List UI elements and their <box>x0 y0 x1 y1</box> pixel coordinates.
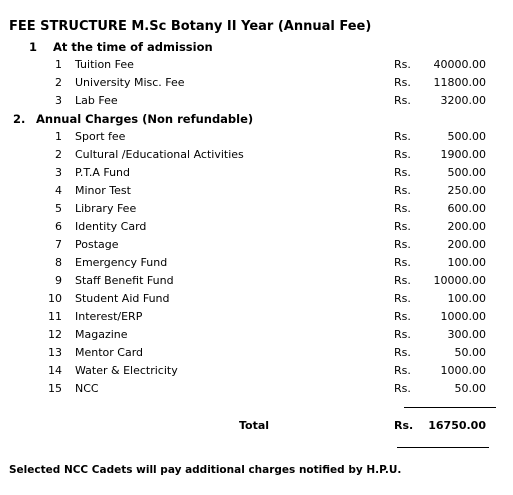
fee-row <box>0 346 513 364</box>
fee-label: Cultural /Educational Activities <box>75 148 244 161</box>
footnote: Selected NCC Cadets will pay additional charges notified by H.P.U. <box>9 464 402 476</box>
fee-label: Library Fee <box>75 202 137 215</box>
fee-label: Student Aid Fund <box>75 292 170 305</box>
fee-serial-number: 11 <box>48 310 62 323</box>
fee-label: Sport fee <box>75 130 126 143</box>
total-rule <box>397 447 489 448</box>
fee-serial-number: 2 <box>55 76 62 89</box>
fee-currency: Rs. <box>394 256 411 269</box>
fee-currency: Rs. <box>394 130 411 143</box>
fee-row <box>0 274 513 292</box>
fee-row <box>0 382 513 400</box>
fee-label: Lab Fee <box>75 94 118 107</box>
fee-amount: 10000.00 <box>433 274 486 287</box>
fee-label: Emergency Fund <box>75 256 168 269</box>
document-title: FEE STRUCTURE M.Sc Botany II Year (Annual Fee) <box>9 19 372 34</box>
fee-currency: Rs. <box>394 382 411 395</box>
fee-label: University Misc. Fee <box>75 76 185 89</box>
fee-row <box>0 238 513 256</box>
fee-amount: 100.00 <box>447 292 486 305</box>
fee-serial-number: 1 <box>55 58 62 71</box>
fee-row <box>0 220 513 238</box>
fee-serial-number: 8 <box>55 256 62 269</box>
fee-label: Mentor Card <box>75 346 144 359</box>
section-1-heading <box>29 40 213 54</box>
fee-currency: Rs. <box>394 310 411 323</box>
fee-amount: 1900.00 <box>440 148 486 161</box>
fee-amount: 600.00 <box>447 202 486 215</box>
fee-amount: 500.00 <box>447 130 486 143</box>
fee-serial-number: 10 <box>48 292 62 305</box>
fee-currency: Rs. <box>394 274 411 287</box>
fee-amount: 1000.00 <box>440 364 486 377</box>
total-label: Total <box>239 419 270 432</box>
fee-serial-number: 14 <box>48 364 62 377</box>
fee-row <box>0 364 513 382</box>
section-1-number: 1 <box>29 40 38 54</box>
fee-row <box>0 202 513 220</box>
fee-currency: Rs. <box>394 76 411 89</box>
fee-currency: Rs. <box>394 328 411 341</box>
fee-serial-number: 3 <box>55 94 62 107</box>
total-amount: 16750.00 <box>428 419 486 432</box>
fee-row <box>0 256 513 274</box>
fee-amount: 50.00 <box>454 346 486 359</box>
fee-serial-number: 7 <box>55 238 62 251</box>
fee-amount: 500.00 <box>447 166 486 179</box>
fee-amount: 50.00 <box>454 382 486 395</box>
fee-amount: 100.00 <box>447 256 486 269</box>
fee-label: Water & Electricity <box>75 364 178 377</box>
fee-currency: Rs. <box>394 364 411 377</box>
fee-row <box>0 148 513 166</box>
fee-currency: Rs. <box>394 58 411 71</box>
fee-serial-number: 13 <box>48 346 62 359</box>
fee-row <box>0 166 513 184</box>
subtotal-rule <box>404 407 496 408</box>
fee-row <box>0 76 513 94</box>
fee-currency: Rs. <box>394 292 411 305</box>
fee-label: Postage <box>75 238 119 251</box>
fee-currency: Rs. <box>394 94 411 107</box>
fee-currency: Rs. <box>394 184 411 197</box>
fee-serial-number: 1 <box>55 130 62 143</box>
fee-currency: Rs. <box>394 166 411 179</box>
fee-serial-number: 5 <box>55 202 62 215</box>
fee-serial-number: 6 <box>55 220 62 233</box>
section-2-title: Annual Charges (Non refundable) <box>36 112 254 126</box>
fee-currency: Rs. <box>394 220 411 233</box>
fee-serial-number: 3 <box>55 166 62 179</box>
fee-label: Minor Test <box>75 184 131 197</box>
fee-label: NCC <box>75 382 99 395</box>
section-2-heading <box>13 112 253 126</box>
fee-label: Identity Card <box>75 220 147 233</box>
fee-currency: Rs. <box>394 202 411 215</box>
fee-row <box>0 130 513 148</box>
fee-currency: Rs. <box>394 148 411 161</box>
fee-serial-number: 4 <box>55 184 62 197</box>
fee-row <box>0 292 513 310</box>
fee-serial-number: 9 <box>55 274 62 287</box>
fee-serial-number: 2 <box>55 148 62 161</box>
fee-label: P.T.A Fund <box>75 166 130 179</box>
fee-row <box>0 328 513 346</box>
section-1-title: At the time of admission <box>53 40 213 54</box>
fee-currency: Rs. <box>394 238 411 251</box>
fee-currency: Rs. <box>394 346 411 359</box>
fee-amount: 3200.00 <box>440 94 486 107</box>
fee-row <box>0 58 513 76</box>
fee-serial-number: 15 <box>48 382 62 395</box>
fee-row <box>0 310 513 328</box>
fee-amount: 40000.00 <box>433 58 486 71</box>
fee-label: Interest/ERP <box>75 310 143 323</box>
fee-amount: 200.00 <box>447 220 486 233</box>
fee-amount: 200.00 <box>447 238 486 251</box>
fee-amount: 300.00 <box>447 328 486 341</box>
section-2-number: 2. <box>13 112 26 126</box>
total-currency: Rs. <box>394 419 414 432</box>
fee-serial-number: 12 <box>48 328 62 341</box>
fee-label: Staff Benefit Fund <box>75 274 174 287</box>
fee-label: Magazine <box>75 328 128 341</box>
fee-label: Tuition Fee <box>75 58 134 71</box>
fee-amount: 1000.00 <box>440 310 486 323</box>
fee-row <box>0 184 513 202</box>
fee-amount: 250.00 <box>447 184 486 197</box>
fee-row <box>0 94 513 112</box>
fee-amount: 11800.00 <box>433 76 486 89</box>
